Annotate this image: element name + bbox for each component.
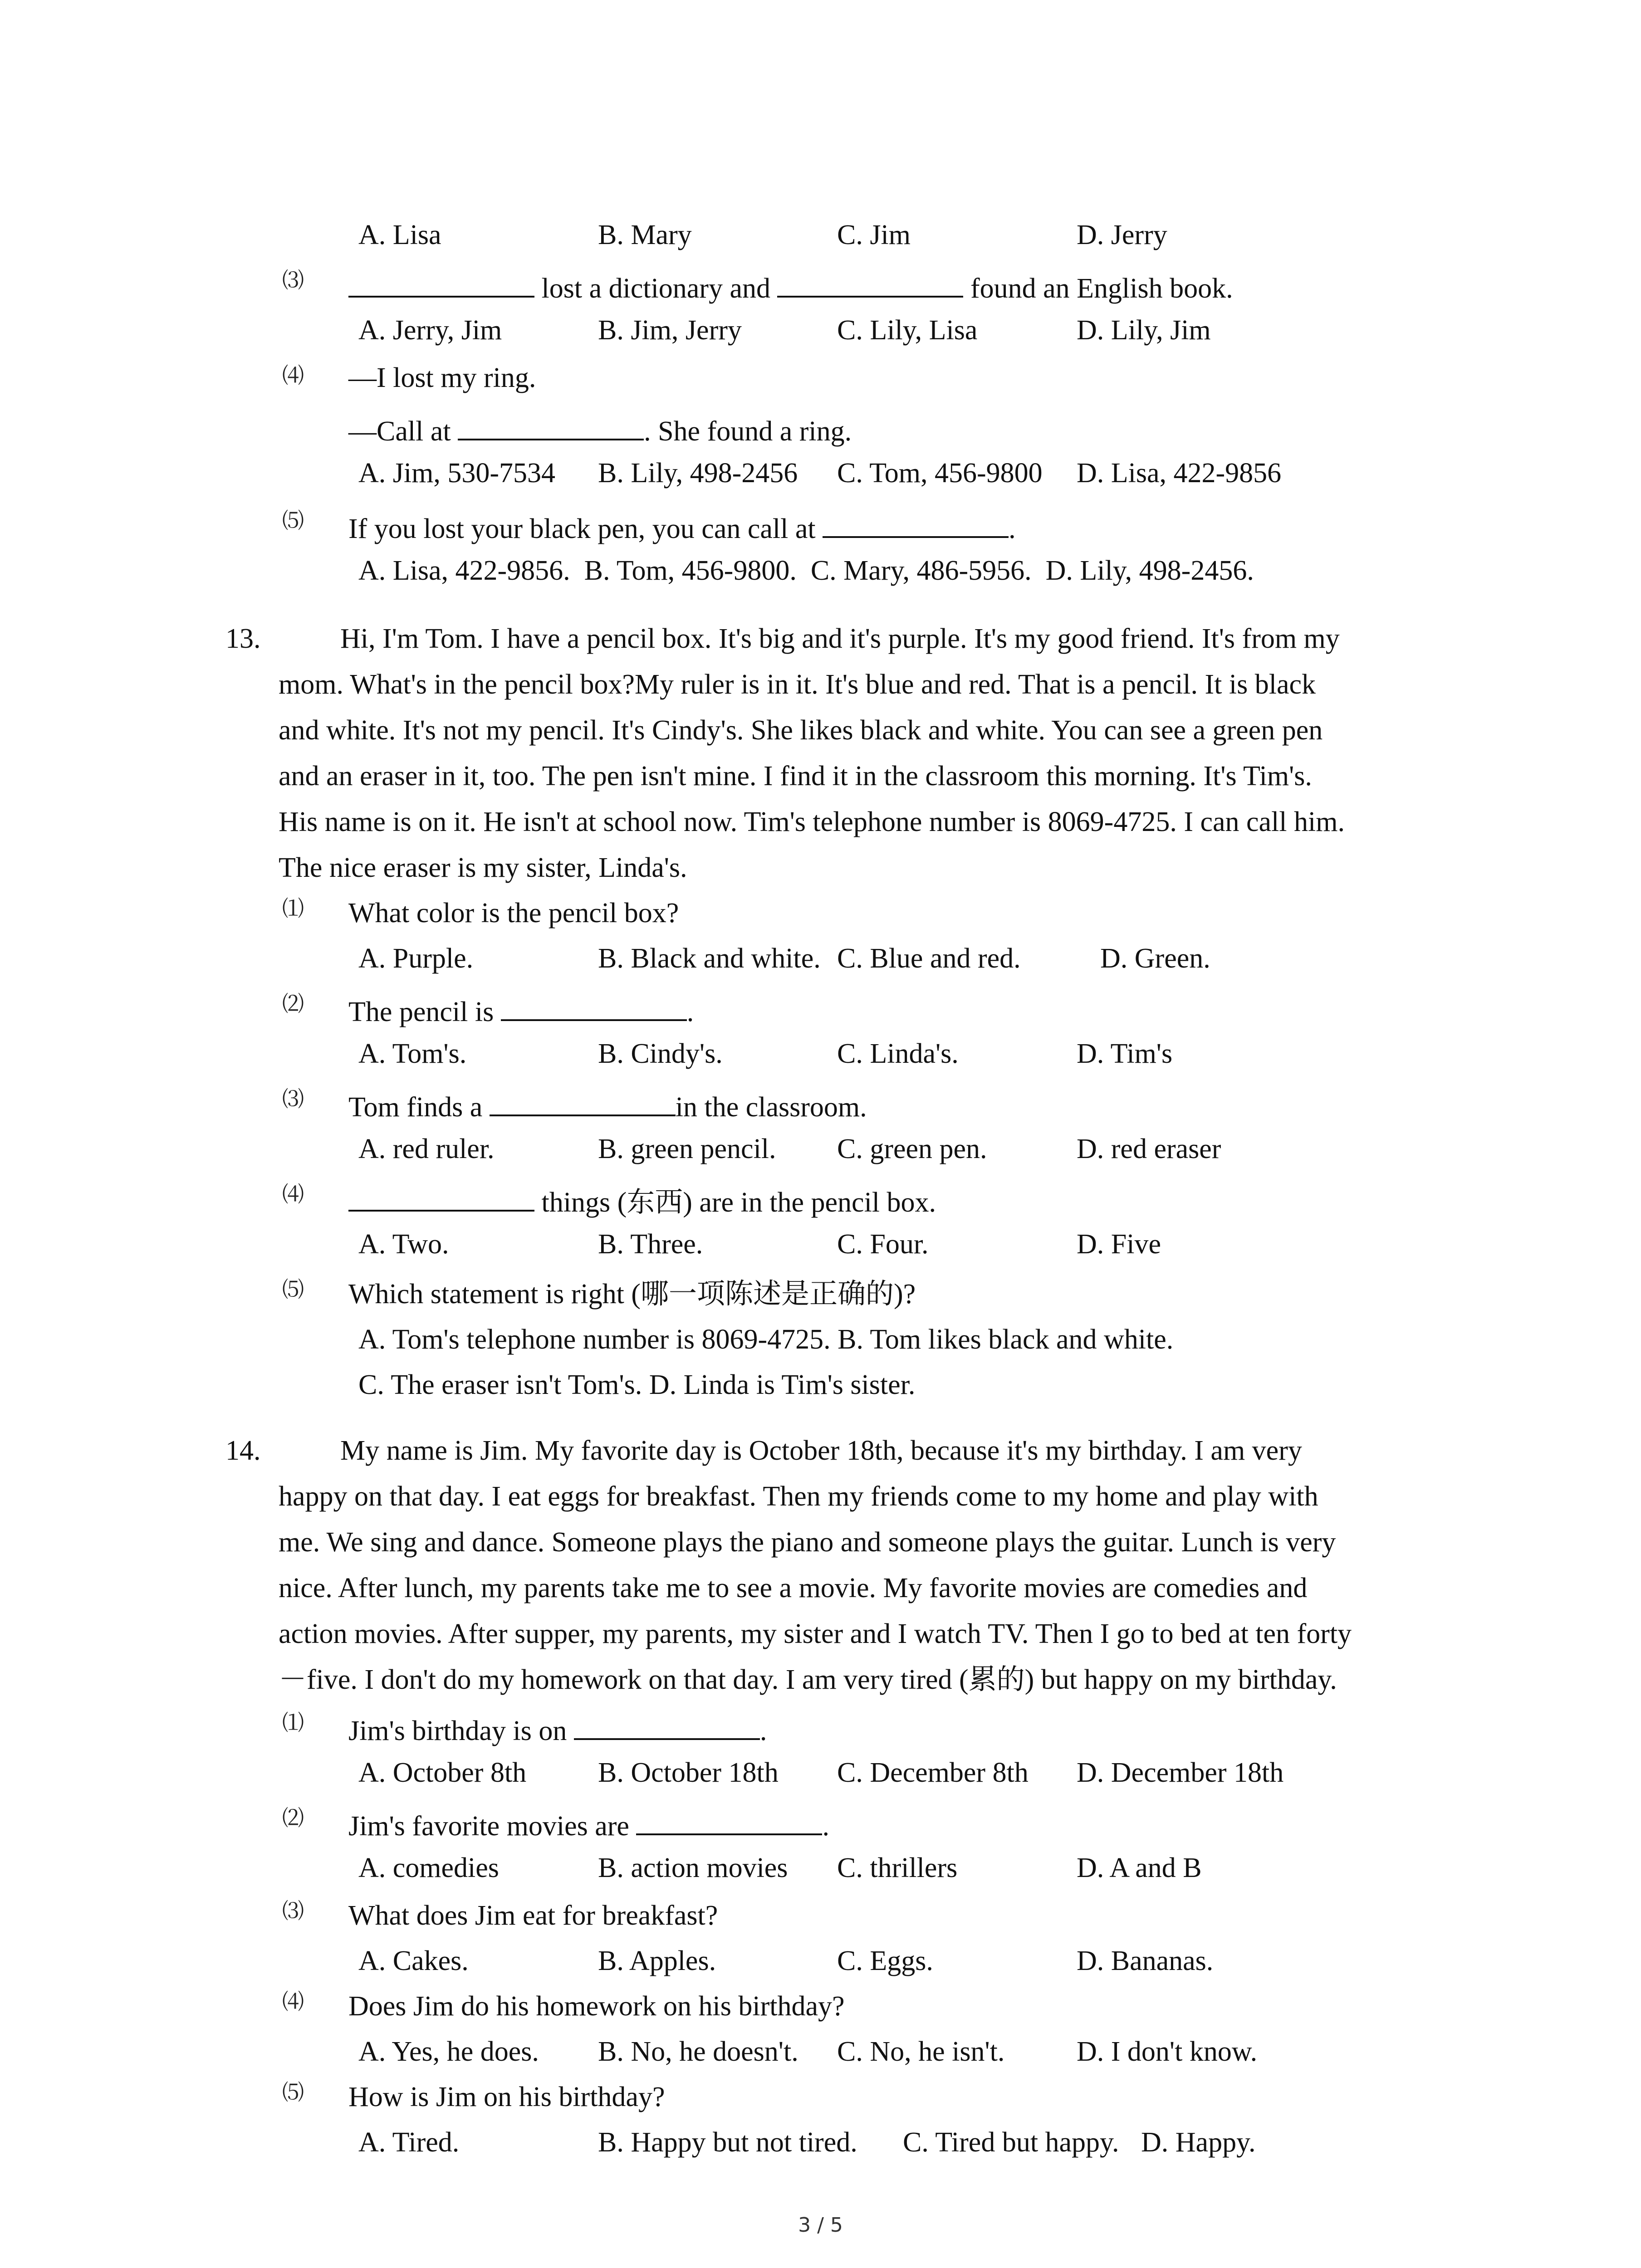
option-d: D. I don't know. <box>1077 2036 1258 2067</box>
subquestion-text: Tom finds a in the classroom. <box>348 1086 867 1124</box>
passage-line: happy on that day. I eat eggs for breakfast. Then my friends come to my home and play with <box>279 1481 1318 1512</box>
subquestion-number: ⑴ <box>282 1710 304 1735</box>
option-c: C. Tired but happy. <box>903 2127 1119 2158</box>
subquestion-text: —Call at . She found a ring. <box>348 411 852 449</box>
passage-line: The nice eraser is my sister, Linda's. <box>279 852 687 883</box>
option-b: B. Cindy's. <box>598 1038 723 1069</box>
option-c: C. Mary, 486-5956. <box>810 555 1032 586</box>
option-b: B. Apples. <box>598 1945 716 1976</box>
options-row <box>358 553 1254 588</box>
question-number: 13. <box>225 623 261 654</box>
option-b: B. Happy but not tired. <box>598 2127 857 2158</box>
passage-line: me. We sing and dance. Someone plays the piano and someone plays the guitar. Lunch is very <box>279 1527 1336 1558</box>
subquestion-text: things (东西) are in the pencil box. <box>348 1182 936 1220</box>
subquestion-text: How is Jim on his birthday? <box>348 2082 665 2112</box>
answer-blank <box>501 991 687 1021</box>
option-d: D. Tim's <box>1077 1038 1173 1069</box>
option-c: C. Tom, 456-9800 <box>837 458 1043 489</box>
passage-line: and white. It's not my pencil. It's Cindy's. She likes black and white. You can see a green pen <box>279 715 1323 746</box>
passage-line: My name is Jim. My favorite day is October 18th, because it's my birthday. I am very <box>340 1435 1302 1466</box>
subquestion-text: Jim's birthday is on . <box>348 1710 767 1748</box>
option-b: B. Lily, 498-2456 <box>598 458 798 489</box>
option-a: A. Two. <box>358 1229 449 1260</box>
option-d: D. Lisa, 422-9856 <box>1077 458 1282 489</box>
answer-blank <box>823 508 1009 538</box>
option-a: A. Lisa, 422-9856. <box>358 555 570 586</box>
option-d: D. red eraser <box>1077 1134 1221 1164</box>
option-c: C. thrillers <box>837 1853 958 1883</box>
option-d: D. Five <box>1077 1229 1161 1260</box>
subquestion-number: ⑵ <box>282 991 304 1017</box>
options-line: A. Tom's telephone number is 8069-4725. B. Tom likes black and white. <box>358 1324 1174 1355</box>
subquestion-text: —I lost my ring. <box>348 362 536 393</box>
option-b: B. action movies <box>598 1853 788 1883</box>
passage-line: His name is on it. He isn't at school now. Tim's telephone number is 8069-4725. I can call him. <box>279 807 1345 837</box>
option-c: C. green pen. <box>837 1134 987 1164</box>
option-c: C. Jim <box>837 220 911 250</box>
subquestion-text: The pencil is . <box>348 991 694 1029</box>
option-b: B. October 18th <box>598 1757 779 1788</box>
option-a: A. October 8th <box>358 1757 527 1788</box>
option-b: B. green pencil. <box>598 1134 776 1164</box>
option-d: D. Bananas. <box>1077 1945 1214 1976</box>
option-b: B. Mary <box>598 220 692 250</box>
subquestion-number: ⑸ <box>282 2080 304 2105</box>
subquestion-number: ⑷ <box>282 1182 304 1207</box>
option-d: D. A and B <box>1077 1853 1202 1883</box>
answer-blank <box>777 268 963 298</box>
passage-line: and an eraser in it, too. The pen isn't mine. I find it in the classroom this morning. It's Tim's. <box>279 761 1312 792</box>
option-a: A. Jerry, Jim <box>358 315 502 346</box>
option-a: A. Tired. <box>358 2127 460 2158</box>
option-b: B. Black and white. <box>598 943 821 974</box>
option-d: D. Lily, Jim <box>1077 315 1211 346</box>
subquestion-text: lost a dictionary and found an English book. <box>348 268 1233 306</box>
option-c: C. Four. <box>837 1229 929 1260</box>
answer-blank <box>348 268 534 298</box>
option-a: A. Tom's. <box>358 1038 467 1069</box>
subquestion-number: ⑷ <box>282 1989 304 2014</box>
subquestion-number: ⑸ <box>282 1277 304 1302</box>
option-c: C. No, he isn't. <box>837 2036 1005 2067</box>
page-number: 3 / 5 <box>798 2214 843 2237</box>
option-b: B. Three. <box>598 1229 703 1260</box>
option-a: A. comedies <box>358 1853 499 1883</box>
answer-blank <box>458 411 644 440</box>
subquestion-number: ⑶ <box>282 1898 304 1924</box>
option-a: A. Lisa <box>358 220 441 250</box>
answer-blank <box>574 1710 760 1740</box>
subquestion-text: If you lost your black pen, you can call at . <box>348 508 1016 546</box>
passage-line: action movies. After supper, my parents, my sister and I watch TV. Then I go to bed at ten forty <box>279 1618 1352 1649</box>
subquestion-text: What color is the pencil box? <box>348 898 679 929</box>
option-a: A. Purple. <box>358 943 474 974</box>
subquestion-number: ⑷ <box>282 363 304 388</box>
subquestion-text: What does Jim eat for breakfast? <box>348 1900 718 1931</box>
option-a: A. Jim, 530-7534 <box>358 458 555 489</box>
passage-line: Hi, I'm Tom. I have a pencil box. It's big and it's purple. It's my good friend. It's from my <box>340 623 1340 654</box>
subquestion-text: Does Jim do his homework on his birthday? <box>348 1991 845 2022</box>
option-c: C. December 8th <box>837 1757 1029 1788</box>
option-d: D. December 18th <box>1077 1757 1284 1788</box>
option-b: B. Tom, 456-9800. <box>584 555 797 586</box>
passage-line: mom. What's in the pencil box?My ruler is in it. It's blue and red. That is a pencil. It is black <box>279 669 1316 700</box>
answer-blank <box>636 1805 822 1835</box>
answer-blank <box>348 1182 534 1212</box>
subquestion-text: Jim's favorite movies are . <box>348 1805 829 1843</box>
subquestion-number: ⑶ <box>282 268 304 293</box>
option-a: A. red ruler. <box>358 1134 495 1164</box>
options-line: C. The eraser isn't Tom's. D. Linda is Tim's sister. <box>358 1369 916 1400</box>
subquestion-number: ⑶ <box>282 1086 304 1112</box>
option-c: C. Eggs. <box>837 1945 933 1976</box>
option-c: C. Lily, Lisa <box>837 315 978 346</box>
subquestion-number: ⑴ <box>282 896 304 921</box>
option-b: B. Jim, Jerry <box>598 315 742 346</box>
option-d: D. Jerry <box>1077 220 1167 250</box>
option-c: C. Blue and red. <box>837 943 1021 974</box>
option-a: A. Yes, he does. <box>358 2036 539 2067</box>
option-d: D. Happy. <box>1141 2127 1256 2158</box>
option-d: D. Green. <box>1100 943 1210 974</box>
answer-blank <box>490 1086 676 1116</box>
option-c: C. Linda's. <box>837 1038 959 1069</box>
subquestion-number: ⑸ <box>282 508 304 533</box>
passage-line: －five. I don't do my homework on that day. I am very tired (累的) but happy on my birthday. <box>279 1664 1337 1695</box>
question-number: 14. <box>225 1435 261 1466</box>
option-d: D. Lily, 498-2456. <box>1045 555 1254 586</box>
passage-line: nice. After lunch, my parents take me to see a movie. My favorite movies are comedies and <box>279 1573 1308 1603</box>
option-a: A. Cakes. <box>358 1945 469 1976</box>
subquestion-number: ⑵ <box>282 1805 304 1831</box>
subquestion-text: Which statement is right (哪一项陈述是正确的)? <box>348 1279 916 1310</box>
option-b: B. No, he doesn't. <box>598 2036 798 2067</box>
